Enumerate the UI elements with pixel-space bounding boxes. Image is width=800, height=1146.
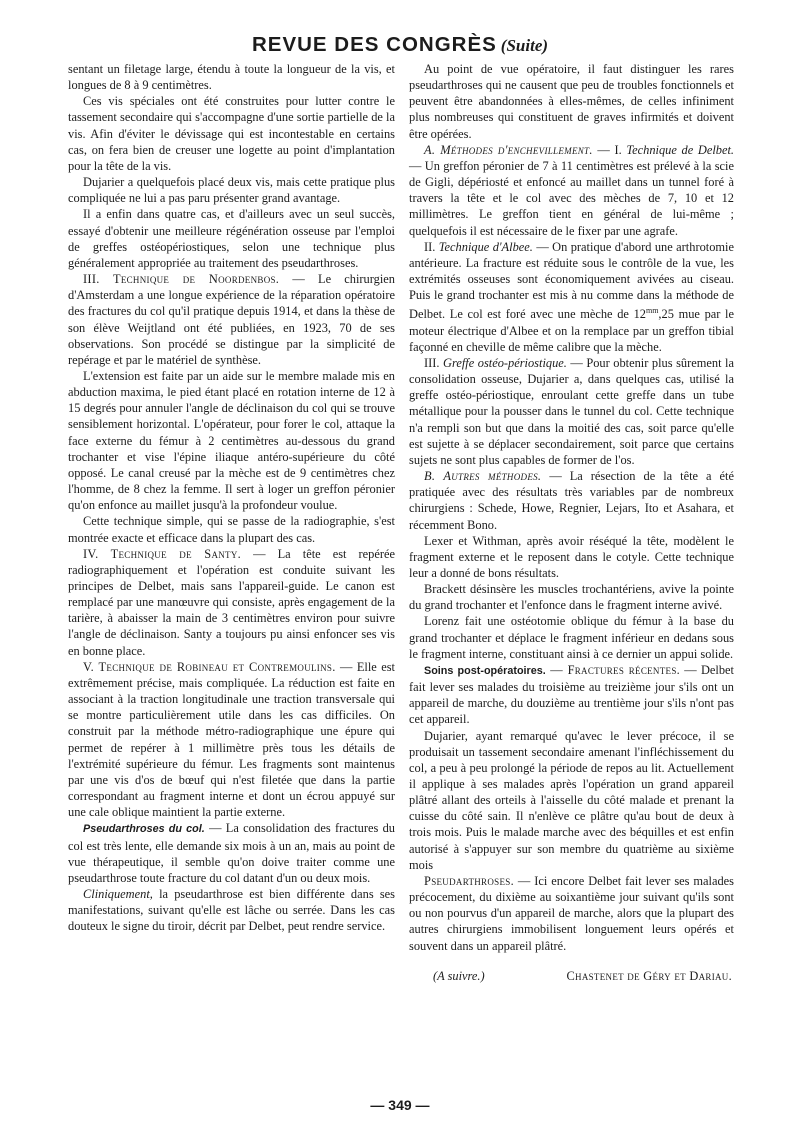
subsection-heading: Technique d'Albee. <box>438 239 533 254</box>
paragraph <box>409 142 734 239</box>
paragraph: Cette technique simple, qui se passe de la radiographie, s'est montrée exacte et efficace dans la plupart des cas. <box>68 514 395 545</box>
paragraph-text: — Un greffon péronier de 7 à 11 centimètres est prélevé à la scie de Gigli, dépériosté et enfoncé au maillet dans un tunnel foré à travers la tête et le col avec des mèches de 7, 10 et 12 millimètres. Le greffon tient en général de lui-même ; quelquefois il est nécessaire de le fixer par une agrafe. <box>409 158 734 238</box>
page-number: — 349 — <box>370 1097 430 1113</box>
paragraph-text: — On pratique d'abord une arthrotomie antérieure. La fracture est réduite sous le contrôle de la vue, les extrémités osseuses sont économiquement avivées au ciseau. Puis le grand trochanter est mis à nu comme dans la méthode de Delbet. Le col est foré avec une mèche de <box>409 239 734 322</box>
paragraph-text: la pseudarthrose est bien différente dans ses manifestations, suivant qu'elle est lâche ou serrée. Dans les cas douteux le signe du tiroir, décrit par Delbet, peut rendre service. <box>68 886 395 934</box>
paragraph: sentant un filetage large, étendu à toute la longueur de la vis, et longues de 8 à 9 centimètres. <box>68 62 395 93</box>
paragraph-text: — Pour obtenir plus sûrement la consolidation osseuse, Dujarier a, dans quelques cas, utilisé la greffe ostéo-périostique, enroulant cette greffe dans un tube métallique pour la pousser dans le tunnel du col. Cette technique n'a rempli son but que dans la moitié des cas, soit parce qu'elle est sujette à se déplacer secondairement, soit parce que certains sujets ne sont plus capables de former de l'os. <box>409 355 734 467</box>
paragraph <box>68 271 395 368</box>
paragraph-text: — La consolidation des fractures du col est très lente, elle demande six mois à un an, mais au point de vue thérapeutique, il semble qu'on doive traiter comme une pseudarthrose toute fracture du col datant d'un ou deux mois. <box>68 821 395 885</box>
paragraph: Il a enfin dans quatre cas, et d'ailleurs avec un seul succès, essayé d'obtenir une meilleure régénération osseuse par l'emploi de greffes ostéopériostiques, selon une technique plus généralement appropriée au traitement des pseudarthroses. <box>68 207 395 270</box>
paragraph: Lorenz fait une ostéotomie oblique du fémur à la base du grand trochanter et déplace le fragment inférieur en dedans sous le fragment interne, constituant ainsi à ce dernier un appui solide. <box>409 614 734 661</box>
paragraph <box>409 468 734 533</box>
subsection-heading: Greffe ostéo-périostique. <box>443 355 567 370</box>
paragraph-text: — La résection de la tête a été pratiquée avec des résultats très variables par de nombreux chirurgiens : Schede, Howe, Regnier, Lejars, Ito et Asahara, et récemment Bono. <box>409 469 734 532</box>
paragraph <box>68 820 395 886</box>
journal-subtitle: (Suite) <box>500 36 549 55</box>
page-header <box>0 32 800 60</box>
paragraph-text: — Le chirurgien d'Amsterdam a une longue expérience de la réparation opératoire des fractures du col qu'il pratique depuis 1914, et dans la thèse de son élève Weijtland ont été publiées, en 1923, 70 de ses observations. Son procédé se distingue par la simplicité de repérage et par le matériel de synthèse. <box>68 272 395 367</box>
signature-line <box>409 968 734 984</box>
section-heading: B. Autres méthodes. <box>424 469 542 484</box>
measure-decimal: ,25 <box>658 307 674 322</box>
subsection-heading: — Fractures récentes. <box>545 662 681 677</box>
paragraph <box>68 546 395 659</box>
section-heading: Pseudarthroses. <box>424 873 514 888</box>
paragraph: Dujarier a quelquefois placé deux vis, mais cette pratique plus compliquée ne lui a pas paru présenter grand avantage. <box>68 175 395 206</box>
paragraph-text: — Delbet fait lever ses malades du troisième au treizième jour s'ils ont un appareil de marche, du douzième au trentième jour s'ils n'ont pas cet appareil. <box>409 662 734 727</box>
journal-title: REVUE DES CONGRÈS <box>251 33 497 56</box>
paragraph: Lexer et Withman, après avoir réséqué la tête, modèlent le fragment externe et le reposent dans le cotyle. Cette technique leur a donné de bons résultats. <box>409 533 734 580</box>
paragraph <box>68 659 395 821</box>
paragraph: Ces vis spéciales ont été construites pour lutter contre le tassement secondaire qui s'accompagne d'une sortie partielle de la vis. Afin d'éviter le dévissage qui est incontestable en certains cas, on fera bien de creuser une logette au point d'implantation pour la tête de la vis. <box>68 94 395 173</box>
paragraph-text: — La tête est repérée radiographiquement et l'opération est conduite suivant les principes de Delbet, mais sans l'appareil-guide. Le canon est remplacé par une manœuvre qui consiste, après engagement de la tarière, à abaisser la main de 3 centimètres environ pour suivre l'angle de déclinaison. Santy a toujours pu ainsi enfoncer ses vis en bonne place. <box>68 546 396 658</box>
paragraph: Dujarier, ayant remarqué qu'avec le lever précoce, il se produisait un tassement secondaire amenant l'infléchissement du col, a peu à peu prolongé la période de repos au lit. Actuellement il applique à ses malades après l'opération un grand appareil plâtré allant des orteils à l'aisselle du côté malade et prenant la cuisse du côté sain. Il n'enlève ce plâtre qu'au bout de deux à trois mois. Puis le malade marche avec des béquilles et est enfin autorisé à s'appuyer sur son membre du quatrième au sixième mois <box>409 728 734 872</box>
paragraph: Au point de vue opératoire, il faut distinguer les rares pseudarthroses qui ne causent que peu de troubles fonctionnels et peuvent être abandonnées à elles-mêmes, de celles infiniment plus nombreuses qui constituent de graves infirmités et doivent être opérées. <box>409 62 734 141</box>
section-heading: Pseudarthroses du col. <box>83 823 205 836</box>
paragraph <box>409 662 734 728</box>
paragraph-text: — Elle est extrêmement précise, mais compliquée. La réduction est faite en associant à la traction longitudinale une traction transversale qui se montre particulièrement utile dans les cas difficiles. On construit par la méthode métro-radiographique une épure qui permet de repérer à 1 millimètre près tous les détails de l'extrémité supérieure du fémur. Les fragments sont maintenus par une vis d'os de bœuf qui n'est filetée que dans la partie correspondant au fragment interne et dont un écrou appuyé sur une cale oblique maintient la partie externe. <box>68 659 395 820</box>
paragraph <box>409 239 734 355</box>
section-heading: A. Méthodes d'enchevillement. <box>424 142 593 157</box>
article-authors: Chastenet de Géry et Dariau. <box>566 968 732 983</box>
section-heading: IV. Technique de Santy. <box>83 546 242 561</box>
paragraph-text: — I. <box>592 142 627 157</box>
subsection-number: III. <box>424 355 444 370</box>
paragraph: Brackett désinsère les muscles trochantériens, avive la pointe du grand trochanter et l'enfonce dans le fragment interne avivé. <box>409 582 734 613</box>
paragraph <box>409 873 734 954</box>
subsection-number: II. <box>424 239 439 254</box>
paragraph-text: — Ici encore Delbet fait lever ses malades précocement, du dixième au soixantième jour suivant qu'ils sont ou non pourvus d'un appareil de marche, alors que la plupart des autres chirurgiens immobilisent longuement leurs opérés et souvent dans un appareil plâtré. <box>409 873 734 953</box>
left-column <box>68 61 395 934</box>
paragraph: L'extension est faite par un aide sur le membre malade mis en abduction maxima, le pied étant placé en rotation interne de 12 à 15 degrés pour annuler l'angle de déclinaison du col qui se trouve sensiblement horizontal. L'opérateur, pour forer le col, attaque la face externe du fémur à 2 centimètres au-dessous du grand trochanter et vise l'épine iliaque antéro-supérieure du côté opposé. Le canal creusé par la mèche est de 9 centimètres chez l'homme, de 8 chez la femme. Il sert à loger un greffon péronier qu'on enfonce au maillet jusqu'à la profondeur voulue. <box>68 368 395 513</box>
subsection-heading: Technique de Delbet. <box>626 142 734 157</box>
measure-unit: mm <box>645 306 659 316</box>
section-heading: V. Technique de Robineau et Contremoulins. <box>83 659 336 674</box>
paragraph-text: mue par le moteur électrique d'Albee et on la remplace par un greffon tibial façonné en cheville de même calibre que la mèche. <box>409 307 734 354</box>
section-heading: III. Technique de Noordenbos. <box>83 272 280 287</box>
paragraph <box>409 355 734 468</box>
emphasis: Cliniquement, <box>83 886 153 901</box>
measure-value: 12 <box>633 307 646 322</box>
right-column <box>409 61 734 984</box>
paragraph <box>68 886 395 934</box>
to-be-continued: (A suivre.) <box>433 968 485 983</box>
section-heading: Soins post-opératoires. <box>424 664 546 677</box>
